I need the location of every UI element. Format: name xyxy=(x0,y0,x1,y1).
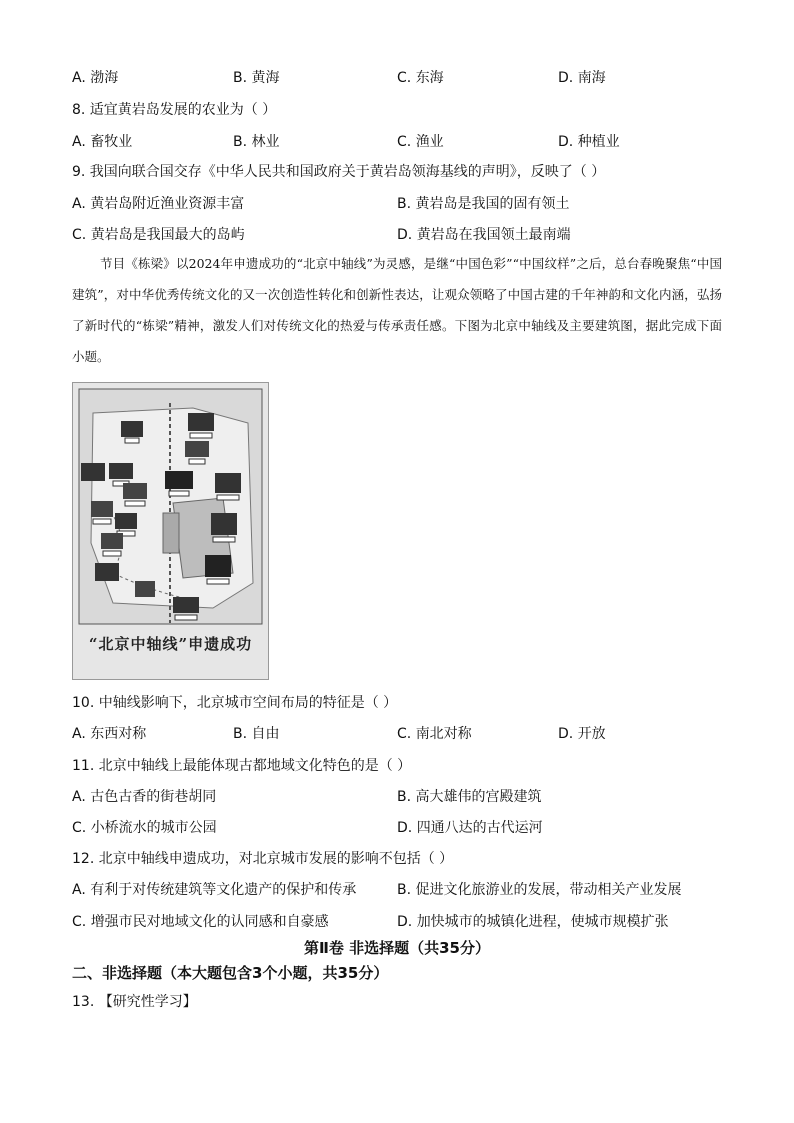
passage-text: 节目《栋梁》以2024年申遗成功的“北京中轴线”为灵感，是继“中国色彩”“中国纹样”之后，总台春晚聚焦“中国建筑”，对中华优秀传统文化的又一次创造性转化和创新性表达，让观众领略了中国古建的千年神韵和文化内涵，弘扬了新时代的“栋梁”精神，激发人们对传统文化的热爱与传承责任感。下图为北京中轴线及主要建筑图，据此完成下面小题。 xyxy=(72,256,722,364)
q12-stem: 12. 北京中轴线申遗成功，对北京城市发展的影响不包括（ ） xyxy=(72,851,454,867)
q13-stem: 13. 【研究性学习】 xyxy=(72,994,197,1010)
q11-options-row2 xyxy=(72,817,722,837)
q11-options-row1 xyxy=(72,786,722,806)
q11-option-a[interactable]: A. 古色古香的街巷胡同 xyxy=(72,789,217,805)
q9-options-row2 xyxy=(72,224,722,244)
q9-option-c[interactable]: C. 黄岩岛是我国最大的岛屿 xyxy=(72,227,245,243)
q11-option-d[interactable]: D. 四通八达的古代运河 xyxy=(397,820,543,836)
q12-option-d[interactable]: D. 加快城市的城镇化进程，使城市规模扩张 xyxy=(397,914,669,930)
q10-option-b[interactable]: B. 自由 xyxy=(233,726,280,742)
q10-option-a[interactable]: A. 东西对称 xyxy=(72,726,147,742)
part2-heading: 二、非选择题（本大题包含3个小题，共35分） xyxy=(72,964,389,982)
q9-stem: 9. 我国向联合国交存《中华人民共和国政府关于黄岩岛领海基线的声明》，反映了（ ） xyxy=(72,164,606,180)
q9-option-d[interactable]: D. 黄岩岛在我国领土最南端 xyxy=(397,227,571,243)
q11-option-b[interactable]: B. 高大雄伟的宫殿建筑 xyxy=(397,789,542,805)
q9-option-b[interactable]: B. 黄岩岛是我国的固有领土 xyxy=(397,196,570,212)
q11-stem: 11. 北京中轴线上最能体现古都地域文化特色的是（ ） xyxy=(72,758,412,774)
beijing-central-axis-map xyxy=(72,382,269,680)
q7-options xyxy=(72,67,722,87)
q10-option-c[interactable]: C. 南北对称 xyxy=(397,726,472,742)
q8-option-c[interactable]: C. 渔业 xyxy=(397,134,444,150)
q7-option-a[interactable]: A. 渤海 xyxy=(72,70,119,86)
q8-stem: 8. 适宜黄岩岛发展的农业为（ ） xyxy=(72,102,277,118)
q8-option-a[interactable]: A. 畜牧业 xyxy=(72,134,133,150)
q8-options xyxy=(72,131,722,151)
q12-option-c[interactable]: C. 增强市民对地域文化的认同感和自豪感 xyxy=(72,914,329,930)
q12-option-b[interactable]: B. 促进文化旅游业的发展，带动相关产业发展 xyxy=(397,882,682,898)
part2-title: 第Ⅱ卷 非选择题（共35分） xyxy=(304,939,490,957)
q8-option-d[interactable]: D. 种植业 xyxy=(558,134,620,150)
reading-passage xyxy=(72,248,722,372)
map-caption: “北京中轴线”申遗成功 xyxy=(88,635,253,653)
q9-options-row1 xyxy=(72,193,722,213)
q11-option-c[interactable]: C. 小桥流水的城市公园 xyxy=(72,820,217,836)
q7-option-c[interactable]: C. 东海 xyxy=(397,70,444,86)
q10-options xyxy=(72,723,722,743)
q9-option-a[interactable]: A. 黄岩岛附近渔业资源丰富 xyxy=(72,196,245,212)
q12-option-a[interactable]: A. 有利于对传统建筑等文化遗产的保护和传承 xyxy=(72,882,357,898)
q12-options-row2 xyxy=(72,911,722,931)
q8-option-b[interactable]: B. 林业 xyxy=(233,134,280,150)
q10-option-d[interactable]: D. 开放 xyxy=(558,726,606,742)
q10-stem: 10. 中轴线影响下，北京城市空间布局的特征是（ ） xyxy=(72,695,398,711)
q7-option-b[interactable]: B. 黄海 xyxy=(233,70,280,86)
q12-options-row1 xyxy=(72,879,722,899)
q7-option-d[interactable]: D. 南海 xyxy=(558,70,606,86)
